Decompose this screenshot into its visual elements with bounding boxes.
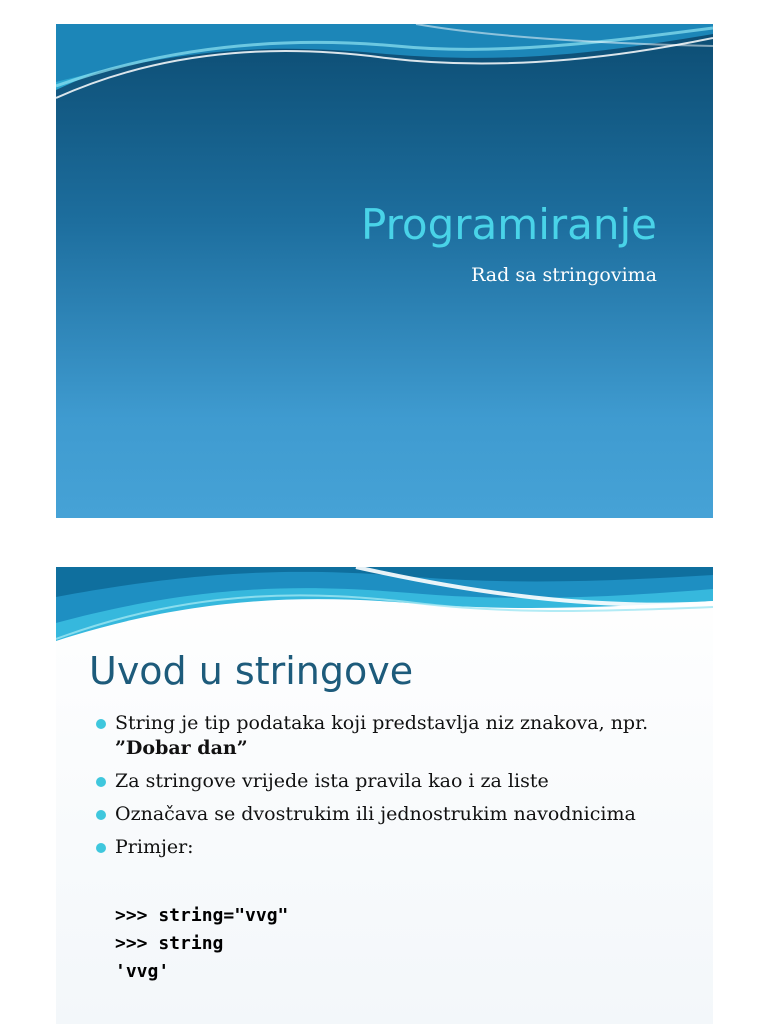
- bullet-emphasis: ”Dobar dan”: [115, 737, 248, 759]
- bullet-dot-icon: [96, 810, 106, 820]
- code-line: >>> string: [115, 933, 224, 954]
- title-slide: [56, 24, 713, 518]
- bullet-dot-icon: [96, 843, 106, 853]
- bullet-dot-icon: [96, 719, 106, 729]
- bullet-dot-icon: [96, 777, 106, 787]
- list-item: [96, 769, 696, 794]
- slide-title: Uvod u stringove: [89, 649, 414, 693]
- bullet-text: Za stringove vrijede ista pravila kao i za liste: [115, 770, 549, 792]
- bullet-text: Primjer:: [115, 836, 194, 858]
- slide-title: Programiranje: [360, 200, 657, 249]
- list-item: [96, 802, 696, 827]
- wave-decoration: [56, 567, 713, 647]
- content-slide: [56, 567, 713, 1024]
- code-line: 'vvg': [115, 961, 170, 982]
- list-item: [96, 835, 696, 860]
- code-line: >>> string="vvg": [115, 905, 289, 926]
- wave-decoration: [56, 24, 713, 104]
- slide-subtitle: Rad sa stringovima: [471, 264, 657, 286]
- bullet-text: String je tip podataka koji predstavlja niz znakova, npr.: [115, 712, 649, 734]
- code-example: [115, 902, 288, 986]
- list-item: [96, 711, 696, 761]
- bullet-text: Označava se dvostrukim ili jednostrukim navodnicima: [115, 803, 636, 825]
- bullet-list: [96, 711, 696, 868]
